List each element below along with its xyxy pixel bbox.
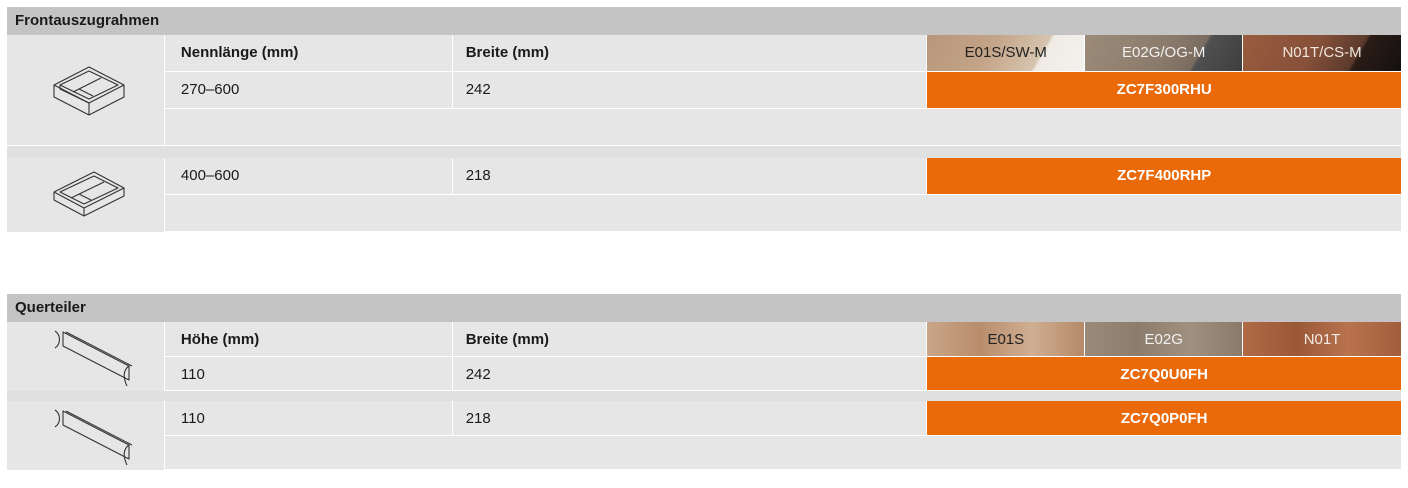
empty-row [7, 195, 1401, 232]
length-value: 400–600 [165, 158, 453, 195]
drawer-frame-icon [7, 158, 165, 232]
row-divider [7, 391, 1401, 401]
length-value: 270–600 [165, 72, 453, 109]
article-code[interactable]: ZC7Q0U0FH [927, 357, 1401, 391]
height-value: 110 [165, 357, 453, 391]
swatch-e01s-sw-m: E01S/SW-M [927, 35, 1085, 72]
section-title: Frontauszugrahmen [7, 7, 1401, 35]
article-code[interactable]: ZC7Q0P0FH [927, 401, 1401, 436]
column-header-width: Breite (mm) [453, 35, 928, 72]
column-header-length: Nennlänge (mm) [165, 35, 453, 72]
empty-row [7, 109, 1401, 146]
width-value: 218 [453, 158, 928, 195]
frontauszugrahmen-section [7, 7, 1401, 232]
table-row [7, 401, 1401, 436]
height-value: 110 [165, 401, 453, 436]
swatch-n01t-cs-m: N01T/CS-M [1243, 35, 1401, 72]
table-row [7, 72, 1401, 109]
header-row [7, 35, 1401, 72]
article-code[interactable]: ZC7F300RHU [927, 72, 1401, 109]
empty-row [7, 436, 1401, 470]
table-row [7, 357, 1401, 391]
drawer-frame-icon [7, 35, 165, 145]
table-row [7, 158, 1401, 195]
swatch-e02g: E02G [1085, 322, 1243, 357]
row-divider [7, 146, 1401, 158]
cross-divider-icon [7, 401, 165, 470]
column-header-width: Breite (mm) [453, 322, 928, 357]
header-row [7, 322, 1401, 357]
cross-divider-icon [7, 322, 165, 391]
swatch-e01s: E01S [927, 322, 1085, 357]
section-title: Querteiler [7, 294, 1401, 322]
width-value: 218 [453, 401, 928, 436]
swatch-n01t: N01T [1243, 322, 1401, 357]
swatch-e02g-og-m: E02G/OG-M [1085, 35, 1243, 72]
article-code[interactable]: ZC7F400RHP [927, 158, 1401, 195]
querteiler-section [7, 294, 1401, 470]
column-header-height: Höhe (mm) [165, 322, 453, 357]
width-value: 242 [453, 357, 928, 391]
width-value: 242 [453, 72, 928, 109]
